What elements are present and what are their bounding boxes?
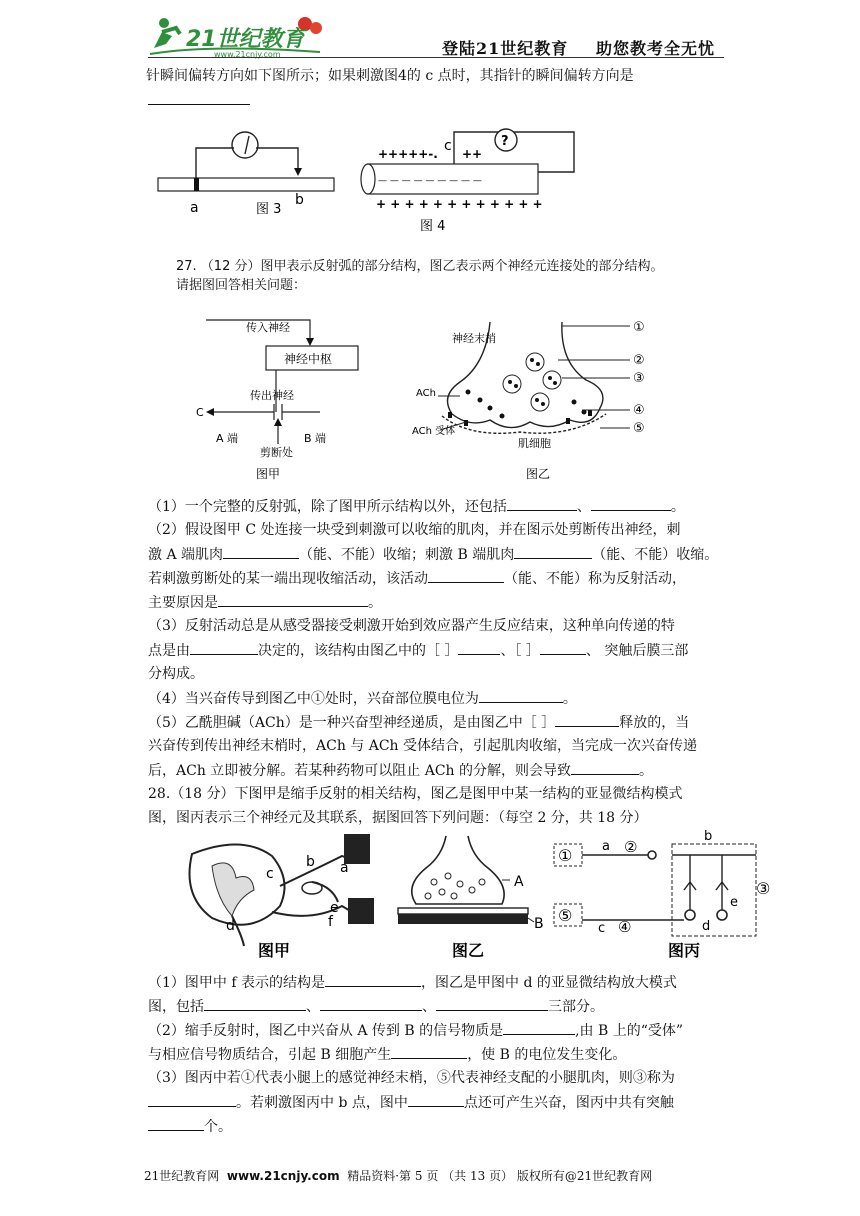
fig4-label-c: c bbox=[444, 138, 452, 154]
q28-item-2a bbox=[148, 1018, 683, 1043]
answer-blank bbox=[514, 542, 592, 559]
yi-ach: ACh bbox=[416, 388, 436, 399]
jia-efferent: 传出神经 bbox=[250, 389, 294, 402]
q28-item-3a: （3）图丙中若①代表小腿上的感觉神经末梢，⑤代表神经支配的小腿肌肉，则③称为 bbox=[148, 1070, 675, 1086]
answer-blank bbox=[325, 970, 421, 987]
jia-a-end: A 端 bbox=[216, 432, 239, 445]
jia-e: e bbox=[330, 900, 339, 916]
answer-blank bbox=[428, 566, 504, 583]
q27-title-2: 请据图回答相关问题： bbox=[176, 278, 307, 293]
q28-text: 图，包括 bbox=[148, 999, 204, 1015]
q27-text: （能、不能）称为反射活动， bbox=[504, 571, 686, 587]
answer-blank bbox=[408, 1090, 464, 1107]
q28-figure-jia bbox=[190, 834, 375, 960]
bing-n4: ④ bbox=[618, 918, 632, 936]
jia-center: 神经中枢 bbox=[284, 352, 333, 366]
jia-afferent: 传入神经 bbox=[246, 321, 290, 334]
q27-text: 点是由 bbox=[148, 643, 190, 659]
q27-text: 决定的，该结构由图乙中的［ ］ bbox=[258, 643, 459, 659]
answer-blank bbox=[218, 590, 368, 607]
answer-blank bbox=[503, 1018, 575, 1035]
footer-url[interactable]: www.21cnjy.com bbox=[226, 1169, 340, 1183]
jia-c: C bbox=[196, 406, 204, 419]
answer-blank bbox=[148, 88, 250, 105]
footer-page: 精品资料·第 5 页 （共 13 页） 版权所有@21世纪教育网 bbox=[347, 1169, 653, 1183]
bing-n1: ① bbox=[558, 846, 573, 865]
answer-blank bbox=[148, 1114, 204, 1131]
logo-text: 21世纪教育 bbox=[186, 27, 305, 52]
bing-n2: ② bbox=[624, 838, 638, 856]
yi-n2: ② bbox=[633, 353, 645, 368]
q28-item-2b bbox=[148, 1042, 626, 1067]
q27-text: （1）一个完整的反射弧，除了图甲所示结构以外，还包括 bbox=[148, 499, 507, 515]
answer-blank bbox=[458, 638, 500, 655]
yi-ending: 神经末梢 bbox=[452, 332, 496, 345]
jia-d: d bbox=[226, 918, 235, 934]
q28-figure-bing bbox=[554, 829, 770, 960]
q27-item-2d: 主要原因是 。 bbox=[148, 590, 382, 615]
bing-n3: ③ bbox=[756, 879, 771, 898]
jia-c: c bbox=[266, 866, 274, 882]
yi-n1: ① bbox=[633, 320, 645, 335]
yi-n5: ⑤ bbox=[633, 421, 645, 436]
yi-muscle: 肌细胞 bbox=[518, 437, 551, 450]
q27-text: （5）乙酰胆碱（ACh）是一种兴奋型神经递质，是由图乙中［ ］ bbox=[148, 715, 556, 731]
q27-item-5b: 兴奋传到传出神经末梢时，ACh 与 ACh 受体结合，引起肌肉收缩，当完成一次兴奋传递 bbox=[148, 738, 698, 754]
fig3-label-b: b bbox=[295, 192, 304, 208]
q28-text: （2）缩手反射时，图乙中兴奋从 A 传到 B 的信号物质是 bbox=[148, 1023, 504, 1039]
q28-item-1a bbox=[148, 970, 677, 995]
answer-blank bbox=[436, 994, 548, 1011]
q28-text: ，图乙是甲图中 d 的亚显微结构放大模式 bbox=[421, 975, 677, 991]
answer-blank bbox=[479, 686, 563, 703]
q27-item-5a bbox=[148, 710, 689, 735]
q27-item-5c: 后，ACh 立即被分解。若某种药物可以阻止 ACh 的分解，则会导致 。 bbox=[148, 758, 653, 783]
answer-blank bbox=[591, 494, 671, 511]
bing-d: d bbox=[702, 919, 711, 934]
answer-blank bbox=[540, 638, 586, 655]
q28-text: ,由 B 上的“受体” bbox=[575, 1023, 684, 1039]
fig4-plus-top-left: +++++-. bbox=[378, 147, 438, 161]
jia-b-end: B 端 bbox=[304, 432, 327, 445]
q28-item-1b: 图，包括 、 、 三部分。 bbox=[148, 994, 604, 1019]
answer-blank bbox=[555, 710, 619, 727]
bing-a: a bbox=[602, 839, 610, 854]
q27-text: 激 A 端肌肉 bbox=[148, 547, 224, 563]
answer-blank bbox=[571, 758, 639, 775]
jia-f: f bbox=[328, 914, 333, 930]
intro-line: 针瞬间偏转方向如下图所示；如果刺激图4的 c 点时，其指针的瞬间偏转方向是 bbox=[146, 68, 634, 84]
bing-caption: 图丙 bbox=[668, 941, 701, 960]
jia-b: b bbox=[306, 854, 315, 870]
fig4-plus-bottom: + + + + + + + + + + + + bbox=[376, 197, 543, 211]
q28-text: 与相应信号物质结合，引起 B 细胞产生 bbox=[148, 1047, 392, 1063]
jia-a: a bbox=[340, 860, 349, 876]
figure-3-4 bbox=[150, 120, 590, 236]
fig4-caption: 图 4 bbox=[420, 219, 446, 234]
q27-text: 释放的，当 bbox=[619, 715, 690, 731]
q28-title: 28.（18 分）下图甲是缩手反射的相关结构，图乙是图甲中某一结构的亚显微结构模式 bbox=[148, 786, 683, 802]
q28-figures bbox=[172, 826, 772, 966]
fig4-question: ? bbox=[501, 134, 509, 149]
q27-figure-jia bbox=[196, 320, 358, 481]
bing-n5: ⑤ bbox=[558, 906, 573, 925]
yi-receptor: ACh 受体 bbox=[412, 426, 456, 437]
answer-blank bbox=[204, 994, 306, 1011]
header-slogan-left: 登陆21世纪教育 bbox=[442, 39, 569, 58]
jia-caption: 图甲 bbox=[258, 941, 291, 960]
q27-text: 主要原因是 bbox=[148, 595, 218, 611]
q27-item-2b bbox=[148, 542, 718, 567]
answer-blank bbox=[190, 638, 258, 655]
answer-blank bbox=[507, 494, 577, 511]
q27-text: 、［ ］ bbox=[500, 643, 540, 659]
fig4-plus-top-right: ++ bbox=[462, 147, 483, 161]
q27-figures bbox=[190, 304, 670, 484]
q28-figure-yi bbox=[398, 836, 544, 960]
q27-item-3c: 分构成。 bbox=[148, 666, 204, 682]
answer-blank bbox=[148, 1090, 236, 1107]
figure-3 bbox=[158, 132, 334, 217]
q28-title-2: 图，图丙表示三个神经元及其联系，据图回答下列问题：（每空 2 分，共 18 分） bbox=[148, 810, 648, 826]
q27-item-3a: （3）反射活动总是从感受器接受刺激开始到效应器产生反应结束，这种单向传递的特 bbox=[148, 618, 675, 634]
q27-text: （能、不能）收缩。 bbox=[592, 547, 719, 563]
fig4-minus-mid: — — — — — — — — — bbox=[378, 176, 482, 186]
footer-site: 21世纪教育网 bbox=[144, 1169, 220, 1183]
bing-c: c bbox=[598, 921, 606, 936]
q27-figure-yi bbox=[412, 320, 645, 481]
q28-text: 。若刺激图丙中 b 点，图中 bbox=[236, 1095, 408, 1111]
q28-text: 个。 bbox=[204, 1119, 232, 1135]
q27-text: （4）当兴奋传导到图乙中①处时，兴奋部位膜电位为 bbox=[148, 691, 479, 707]
figure-4 bbox=[361, 129, 574, 234]
yi-caption: 图乙 bbox=[452, 941, 485, 960]
footer bbox=[144, 1167, 652, 1184]
q28-text: 点还可产生兴奋，图丙中共有突触 bbox=[463, 1095, 674, 1111]
q27-text: 、 突触后膜三部 bbox=[585, 643, 689, 659]
q27-text: 后，ACh 立即被分解。若某种药物可以阻止 ACh 的分解，则会导致 bbox=[148, 763, 572, 779]
logo-url: www.21cnjy.com bbox=[214, 50, 281, 59]
q28-text: （1）图甲中 f 表示的结构是 bbox=[148, 975, 325, 991]
answer-blank bbox=[391, 1042, 467, 1059]
yi-A: A bbox=[514, 874, 524, 890]
bing-b: b bbox=[704, 829, 713, 844]
q27-title: 27. （12 分）图甲表示反射弧的部分结构，图乙表示两个神经元连接处的部分结构。 bbox=[176, 259, 664, 274]
yi-n3: ③ bbox=[633, 371, 645, 386]
q27-item-1: （1）一个完整的反射弧，除了图甲所示结构以外，还包括 、 。 bbox=[148, 494, 685, 519]
q27-item-2c bbox=[148, 566, 686, 591]
q27-item-4: （4）当兴奋传导到图乙中①处时，兴奋部位膜电位为 。 bbox=[148, 686, 577, 711]
q27-item-3b bbox=[148, 638, 688, 663]
yi-B: B bbox=[534, 916, 544, 932]
q27-text: 若刺激剪断处的某一端出现收缩活动，该活动 bbox=[148, 571, 428, 587]
fig3-label-a: a bbox=[190, 200, 199, 216]
q28-text: 三部分。 bbox=[548, 999, 604, 1015]
q27-item-2a: （2）假设图甲 C 处连接一块受到刺激可以收缩的肌肉，并在图示处剪断传出神经，刺 bbox=[148, 522, 681, 538]
jia-cut: 剪断处 bbox=[260, 446, 293, 459]
answer-blank bbox=[223, 542, 299, 559]
q28-item-3c bbox=[148, 1114, 232, 1139]
bing-e: e bbox=[730, 895, 738, 910]
yi-caption: 图乙 bbox=[526, 467, 551, 481]
header-divider bbox=[148, 57, 724, 58]
q27-text: （能、不能）收缩；刺激 B 端肌肉 bbox=[299, 547, 515, 563]
jia-caption: 图甲 bbox=[256, 467, 281, 481]
q28-item-3b bbox=[148, 1090, 674, 1115]
q28-text: ，使 B 的电位发生变化。 bbox=[467, 1047, 627, 1063]
header-slogan-right: 助您教考全无忧 bbox=[596, 39, 716, 58]
fig3-caption: 图 3 bbox=[256, 202, 282, 217]
yi-n4: ④ bbox=[633, 403, 645, 418]
answer-blank bbox=[320, 994, 422, 1011]
